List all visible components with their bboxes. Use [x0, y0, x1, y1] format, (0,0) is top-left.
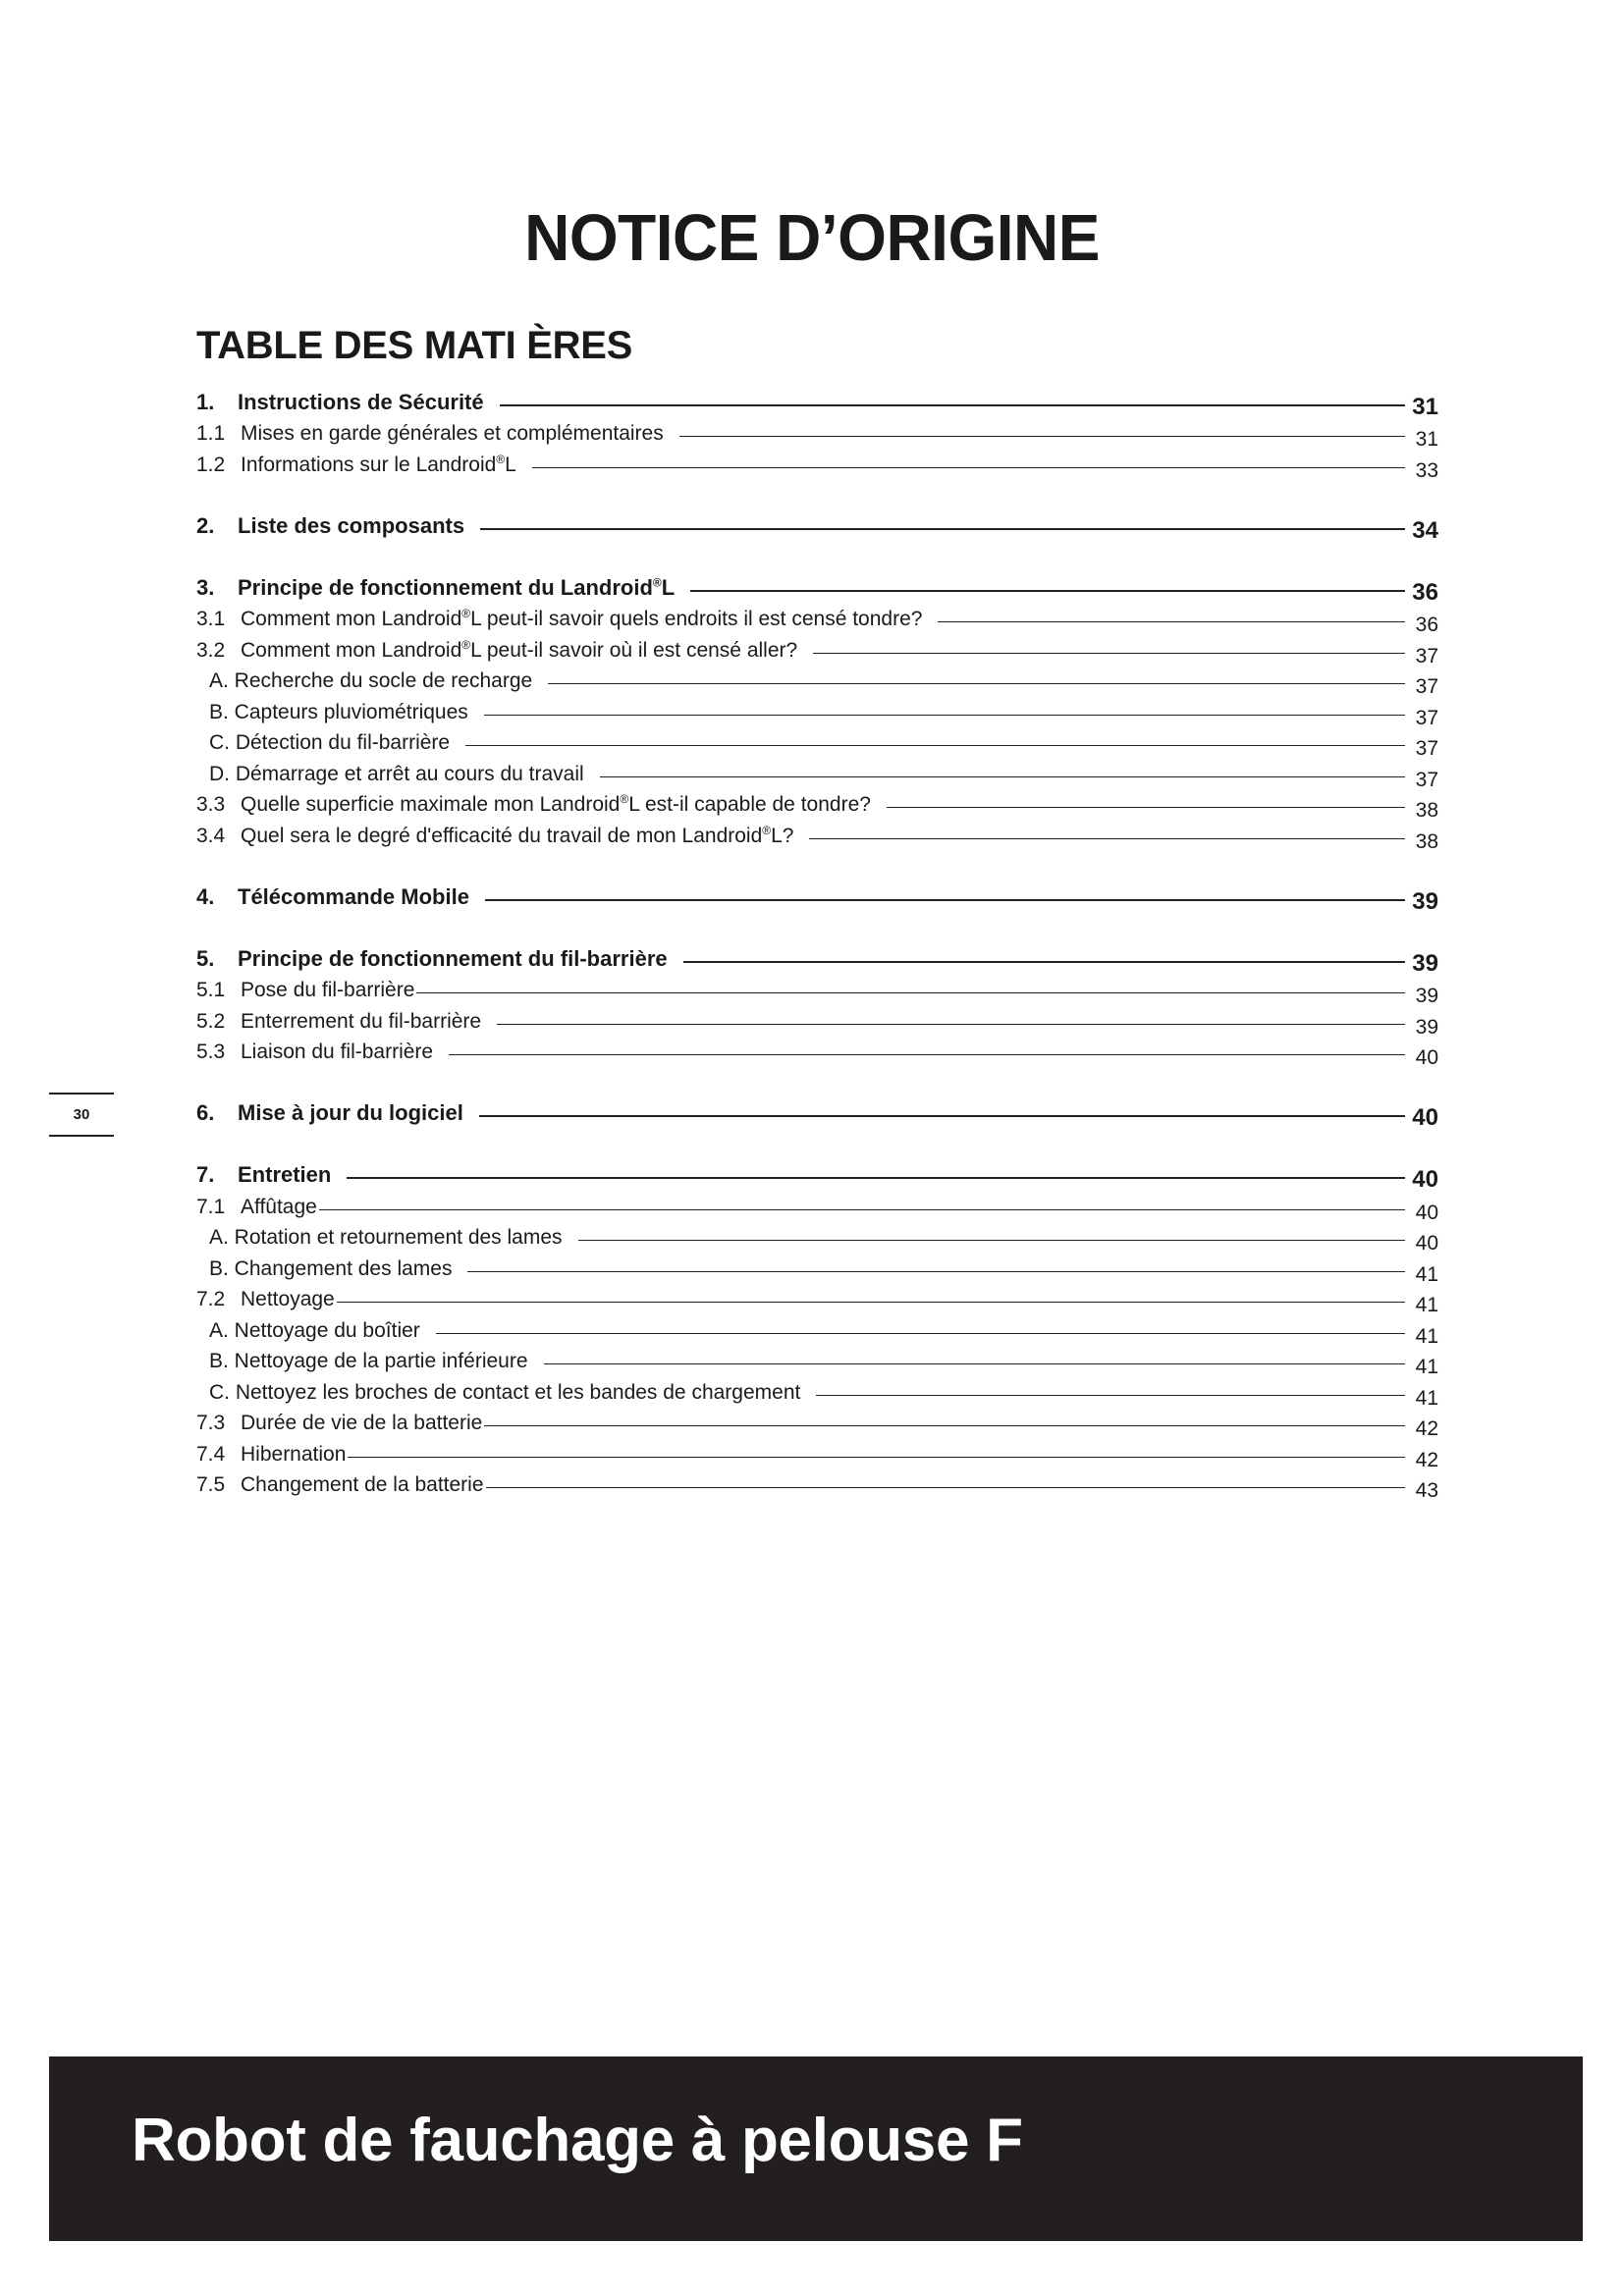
- toc-entry-page: 37: [1415, 737, 1438, 760]
- toc-entry-page: 39: [1412, 887, 1438, 915]
- toc-entry-label: Durée de vie de la batterie: [241, 1412, 483, 1434]
- toc-entry-label: Instructions de Sécurité: [238, 389, 484, 414]
- toc-leader-line: [887, 807, 1405, 808]
- toc-entry-label: Hibernation: [241, 1442, 347, 1466]
- toc-leader-line: [683, 961, 1405, 963]
- toc-entry-page: 36: [1415, 614, 1438, 636]
- toc-entry-number: 4.: [196, 883, 215, 909]
- toc-entry-page: 31: [1412, 393, 1438, 420]
- toc-entry-label: Liaison du fil-barrière: [241, 1041, 434, 1063]
- toc-leader-line: [578, 1240, 1405, 1241]
- toc-entry-label: B. Nettoyage de la partie inférieure: [209, 1350, 528, 1372]
- toc-entry-page: 36: [1412, 578, 1438, 606]
- toc-leader-line: [416, 992, 1405, 993]
- toc-leader-line: [532, 467, 1405, 468]
- toc-entry-label: Liste des composants: [238, 512, 465, 538]
- toc-entry-label: Changement de la batterie: [241, 1473, 484, 1496]
- toc-entry[interactable]: [196, 1157, 1438, 1193]
- toc-entry[interactable]: [196, 631, 1438, 667]
- toc-leader-line: [486, 1487, 1406, 1488]
- toc-entry[interactable]: [196, 1373, 1438, 1410]
- toc-entry-label: Mise à jour du logiciel: [238, 1100, 463, 1125]
- toc-entry-page: 37: [1415, 675, 1438, 698]
- toc-entry-page: 40: [1415, 1046, 1438, 1069]
- toc-leader-line: [480, 528, 1405, 530]
- toc-leader-line: [679, 436, 1405, 437]
- toc-entry-number: 3.4: [196, 824, 226, 847]
- toc-leader-line: [467, 1271, 1405, 1272]
- toc-leader-line: [319, 1209, 1405, 1210]
- toc-entry-page: 33: [1415, 458, 1438, 482]
- toc-entry[interactable]: [196, 384, 1438, 420]
- table-of-contents: [196, 384, 1438, 1502]
- toc-entry-label: B. Changement des lames: [209, 1256, 453, 1280]
- toc-entry[interactable]: [196, 569, 1438, 606]
- toc-entry[interactable]: [196, 601, 1438, 636]
- toc-entry[interactable]: [196, 755, 1438, 791]
- toc-leader-line: [938, 621, 1405, 622]
- toc-entry-label: Mises en garde générales et complémentaires: [241, 422, 664, 445]
- toc-entry-label: D. Démarrage et arrêt au cours du travail: [209, 762, 584, 785]
- toc-entry[interactable]: [196, 663, 1438, 698]
- toc-entry-number: 5.: [196, 945, 215, 971]
- toc-entry-page: 37: [1415, 706, 1438, 729]
- toc-entry-number: 7.2: [196, 1288, 226, 1310]
- toc-leader-line: [484, 715, 1405, 716]
- toc-entry[interactable]: [196, 879, 1438, 915]
- toc-entry[interactable]: [196, 1281, 1438, 1316]
- toc-leader-line: [544, 1363, 1405, 1364]
- toc-entry[interactable]: [196, 1467, 1438, 1502]
- toc-entry[interactable]: [196, 1219, 1438, 1255]
- toc-entry-number: 3.2: [196, 638, 226, 662]
- toc-entry-label: Télécommande Mobile: [238, 883, 469, 909]
- toc-entry-label: C. Nettoyez les broches de contact et les bandes de chargement: [209, 1380, 801, 1404]
- toc-leader-line: [500, 404, 1405, 406]
- toc-entry-label: C. Détection du fil-barrière: [209, 731, 451, 754]
- toc-entry-number: 2.: [196, 512, 215, 538]
- toc-entry-page: 31: [1415, 428, 1438, 451]
- registered-mark: ®: [496, 452, 506, 466]
- page-title: NOTICE D’ORIGINE: [524, 200, 1100, 275]
- toc-leader-line: [809, 838, 1405, 839]
- toc-entry-label: Quelle superficie maximale mon Landroid®L est-il capable de tondre?: [241, 792, 871, 816]
- toc-leader-line: [465, 745, 1405, 746]
- toc-entry-label: A. Rotation et retournement des lames: [209, 1226, 563, 1249]
- toc-leader-line: [347, 1177, 1405, 1179]
- toc-entry-number: 7.4: [196, 1442, 226, 1466]
- toc-entry-number: 3.1: [196, 608, 226, 630]
- toc-entry-number: 7.: [196, 1162, 215, 1187]
- toc-entry-number: 3.3: [196, 793, 226, 816]
- toc-entry-page: 40: [1415, 1232, 1438, 1255]
- toc-entry-page: 39: [1415, 1015, 1438, 1039]
- toc-entry-label: Nettoyage: [241, 1288, 335, 1310]
- toc-leader-line: [690, 590, 1405, 592]
- toc-entry-page: 34: [1412, 516, 1438, 544]
- toc-entry[interactable]: [196, 1034, 1438, 1069]
- toc-entry-page: 37: [1415, 768, 1438, 791]
- toc-entry-page: 41: [1415, 1262, 1438, 1286]
- toc-entry-label: Enterrement du fil-barrière: [241, 1009, 482, 1033]
- toc-leader-line: [479, 1115, 1405, 1117]
- toc-leader-line: [485, 899, 1405, 901]
- registered-mark: ®: [762, 823, 772, 837]
- toc-entry-number: 5.1: [196, 979, 226, 1001]
- toc-entry-number: 6.: [196, 1100, 215, 1125]
- toc-entry-number: 1.: [196, 389, 215, 414]
- toc-leader-line: [497, 1024, 1405, 1025]
- toc-entry[interactable]: [196, 786, 1438, 822]
- toc-entry[interactable]: [196, 1250, 1438, 1286]
- toc-entry[interactable]: [196, 1405, 1438, 1440]
- registered-mark: ®: [461, 607, 471, 620]
- toc-entry-page: 41: [1415, 1294, 1438, 1316]
- footer-title: Robot de fauchage à pelouse F: [132, 2107, 1023, 2174]
- toc-entry[interactable]: [196, 415, 1438, 451]
- page-number: 30: [49, 1093, 114, 1137]
- toc-entry-label: Informations sur le Landroid®L: [241, 452, 516, 476]
- toc-entry-label: Comment mon Landroid®L peut-il savoir quels endroits il est censé tondre?: [241, 607, 923, 630]
- toc-entry[interactable]: [196, 507, 1438, 544]
- toc-entry-page: 40: [1412, 1166, 1438, 1193]
- toc-leader-line: [816, 1395, 1405, 1396]
- toc-entry[interactable]: [196, 817, 1438, 853]
- toc-entry-page: 38: [1415, 829, 1438, 853]
- toc-entry-page: 42: [1415, 1417, 1438, 1440]
- toc-entry-number: 7.1: [196, 1195, 226, 1218]
- toc-entry[interactable]: [196, 724, 1438, 760]
- toc-entry[interactable]: [196, 1095, 1438, 1131]
- registered-mark: ®: [652, 575, 662, 590]
- registered-mark: ®: [620, 792, 629, 806]
- toc-entry-number: 7.5: [196, 1473, 226, 1496]
- toc-leader-line: [436, 1333, 1405, 1334]
- toc-leader-line: [548, 683, 1405, 684]
- toc-entry-page: 41: [1415, 1386, 1438, 1410]
- toc-entry-label: Affûtage: [241, 1195, 317, 1218]
- toc-entry-number: 5.2: [196, 1009, 226, 1033]
- toc-heading: TABLE DES MATI ÈRES: [196, 324, 632, 367]
- toc-entry-number: 3.: [196, 574, 215, 600]
- toc-entry[interactable]: [196, 1343, 1438, 1378]
- registered-mark: ®: [461, 637, 471, 652]
- toc-entry-label: Principe de fonctionnement du Landroid®L: [238, 574, 676, 600]
- toc-entry[interactable]: [196, 446, 1438, 482]
- toc-entry[interactable]: [196, 1188, 1438, 1224]
- toc-entry-number: 1.1: [196, 422, 226, 445]
- toc-entry[interactable]: [196, 940, 1438, 977]
- toc-leader-line: [484, 1425, 1405, 1426]
- toc-entry-page: 37: [1415, 644, 1438, 667]
- toc-entry-page: 39: [1415, 985, 1438, 1007]
- toc-entry-page: 41: [1415, 1356, 1438, 1378]
- toc-entry[interactable]: [196, 1435, 1438, 1471]
- toc-entry-label: A. Recherche du socle de recharge: [209, 669, 533, 692]
- toc-leader-line: [348, 1457, 1405, 1458]
- toc-leader-line: [600, 776, 1405, 777]
- toc-entry-page: 40: [1415, 1201, 1438, 1224]
- toc-entry-page: 39: [1412, 949, 1438, 977]
- toc-entry[interactable]: [196, 972, 1438, 1007]
- toc-entry[interactable]: [196, 693, 1438, 729]
- toc-entry-page: 41: [1415, 1324, 1438, 1348]
- toc-entry-page: 43: [1415, 1479, 1438, 1502]
- toc-entry-page: 40: [1412, 1104, 1438, 1131]
- toc-entry-label: Entretien: [238, 1162, 332, 1187]
- toc-entry-page: 42: [1415, 1448, 1438, 1471]
- toc-entry-label: Quel sera le degré d'efficacité du travail de mon Landroid®L?: [241, 823, 794, 847]
- toc-entry[interactable]: [196, 1311, 1438, 1348]
- toc-entry-label: B. Capteurs pluviométriques: [209, 700, 468, 723]
- toc-entry-label: Comment mon Landroid®L peut-il savoir où il est censé aller?: [241, 637, 798, 662]
- toc-entry-number: 1.2: [196, 453, 226, 476]
- toc-entry-page: 38: [1415, 799, 1438, 822]
- toc-entry-label: Principe de fonctionnement du fil-barrière: [238, 945, 668, 971]
- toc-entry-number: 7.3: [196, 1412, 226, 1434]
- toc-leader-line: [813, 653, 1405, 654]
- toc-entry-number: 5.3: [196, 1041, 226, 1063]
- toc-entry-label: A. Nettoyage du boîtier: [209, 1318, 420, 1342]
- toc-leader-line: [337, 1302, 1405, 1303]
- toc-entry-label: Pose du fil-barrière: [241, 979, 415, 1001]
- toc-leader-line: [449, 1054, 1405, 1055]
- footer-banner: [49, 2056, 1583, 2241]
- toc-entry[interactable]: [196, 1002, 1438, 1039]
